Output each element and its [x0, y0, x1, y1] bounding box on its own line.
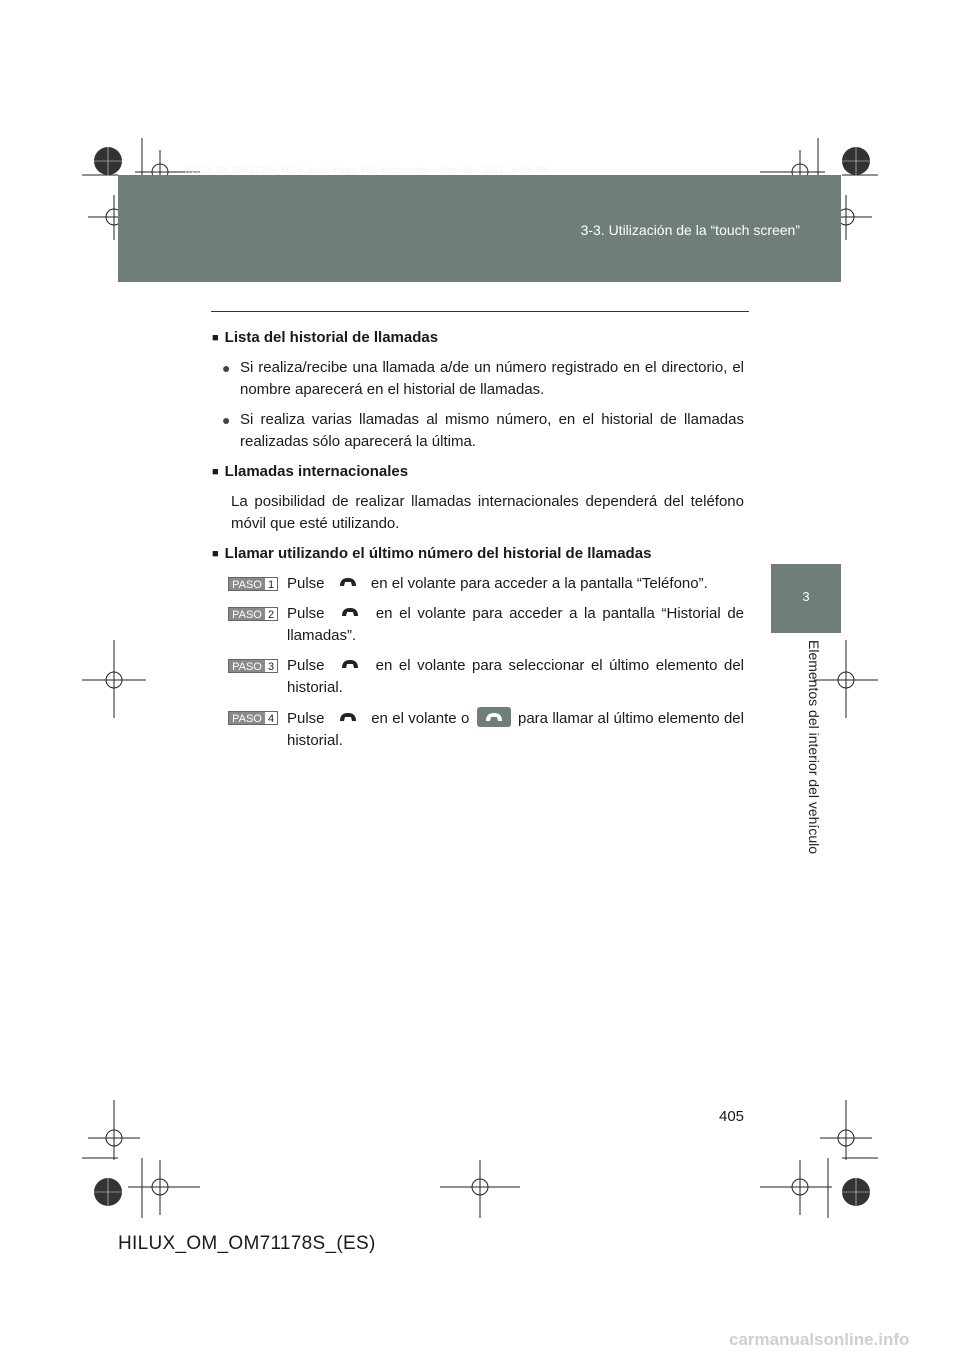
- step-1: PASO 1 Pulse en el volante para acceder a la pantalla “Teléfono”.: [228, 573, 744, 595]
- section-title: 3-3. Utilización de la “touch screen”: [580, 222, 800, 238]
- step-4: PASO 4 Pulse en el volante o para llamar al último elemento del historial.: [228, 707, 744, 752]
- step-badge: PASO 3: [228, 659, 278, 673]
- phone-icon: [331, 708, 365, 726]
- square-bullet-icon: ■: [212, 548, 219, 560]
- heading-call-history: ■ Lista del historial de llamadas: [212, 327, 744, 349]
- list-item: ● Si realiza varias llamadas al mismo número, en el historial de llamadas realizadas sólo aparecerá la última.: [222, 409, 744, 453]
- paragraph: La posibilidad de realizar llamadas internacionales dependerá del teléfono móvil que esté utilizando.: [231, 493, 744, 532]
- phone-icon: [331, 573, 365, 591]
- heading-international: ■ Llamadas internacionales: [212, 461, 744, 483]
- file-stamp: HILUX_OM_OM71178S_(ES).book Page 405 Wednesday, May 16, 2012 3:09 PM: [185, 166, 547, 176]
- phone-button-icon: [477, 707, 511, 727]
- square-bullet-icon: ■: [212, 466, 219, 478]
- circle-bullet-icon: ●: [222, 412, 231, 428]
- step-badge: PASO 1: [228, 577, 278, 591]
- phone-icon: [333, 655, 367, 673]
- heading-last-number: ■ Llamar utilizando el último número del historial de llamadas: [212, 543, 744, 565]
- step-badge: PASO 4: [228, 711, 278, 725]
- circle-bullet-icon: ●: [222, 360, 231, 376]
- top-rule: [211, 311, 749, 312]
- chapter-label: Elementos del interior del vehículo: [806, 640, 822, 855]
- phone-icon: [333, 603, 367, 621]
- book-code: HILUX_OM_OM71178S_(ES): [118, 1233, 376, 1254]
- square-bullet-icon: ■: [212, 332, 219, 344]
- list-item: ● Si realiza/recibe una llamada a/de un número registrado en el directorio, el nombre aparecerá en el historial de llamadas.: [222, 357, 744, 401]
- content: [212, 327, 744, 760]
- step-3: PASO 3 Pulse en el volante para seleccionar el último elemento del historial.: [228, 655, 744, 699]
- chapter-number: 3: [802, 589, 810, 604]
- page-number: 405: [719, 1108, 745, 1125]
- step-badge: PASO 2: [228, 607, 278, 621]
- step-2: PASO 2 Pulse en el volante para acceder a la pantalla “Historial de llamadas”.: [228, 603, 744, 647]
- site-watermark: carmanualsonline.info: [729, 1330, 910, 1349]
